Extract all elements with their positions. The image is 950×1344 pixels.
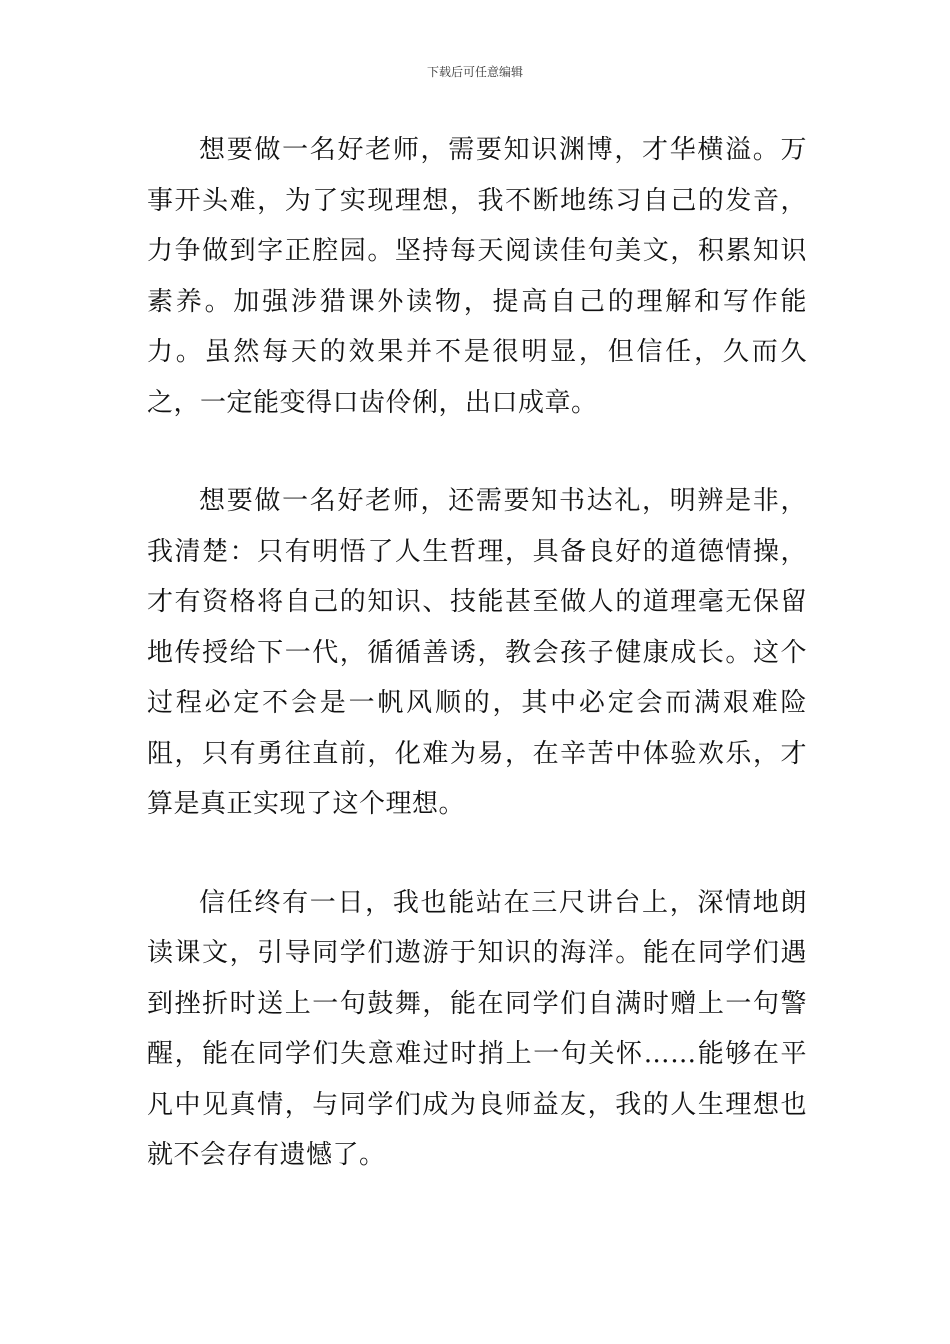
paragraph-1: 想要做一名好老师，需要知识渊博，才华横溢。万事开头难，为了实现理想，我不断地练习自己的发音，力争做到字正腔园。坚持每天阅读佳句美文，积累知识素养。加强涉猎课外读物，提高自己的理解和写作能力。虽然每天的效果并不是很明显，但信任，久而久之，一定能变得口齿伶俐，出口成章。	[147, 135, 807, 418]
page-header: 下载后可任意编辑	[426, 65, 523, 79]
paragraph-2: 想要做一名好老师，还需要知书达礼，明辨是非，我清楚：只有明悟了人生哲理，具备良好的道德情操，才有资格将自己的知识、技能甚至做人的道理毫无保留地传授给下一代，循循善诱，教会孩子健康成长。这个过程必定不会是一帆风顺的，其中必定会而满艰难险阻，只有勇往直前，化难为易，在辛苦中体验欢乐，才算是真正实现了这个理想。	[147, 486, 807, 819]
document-body	[147, 125, 807, 1181]
paragraph-3: 信任终有一日，我也能站在三尺讲台上，深情地朗读课文，引导同学们遨游于知识的海洋。能在同学们遇到挫折时送上一句鼓舞，能在同学们自满时赠上一句警醒，能在同学们失意难过时捎上一句关怀……能够在平凡中见真情，与同学们成为良师益友，我的人生理想也就不会存有遗憾了。	[147, 887, 807, 1170]
